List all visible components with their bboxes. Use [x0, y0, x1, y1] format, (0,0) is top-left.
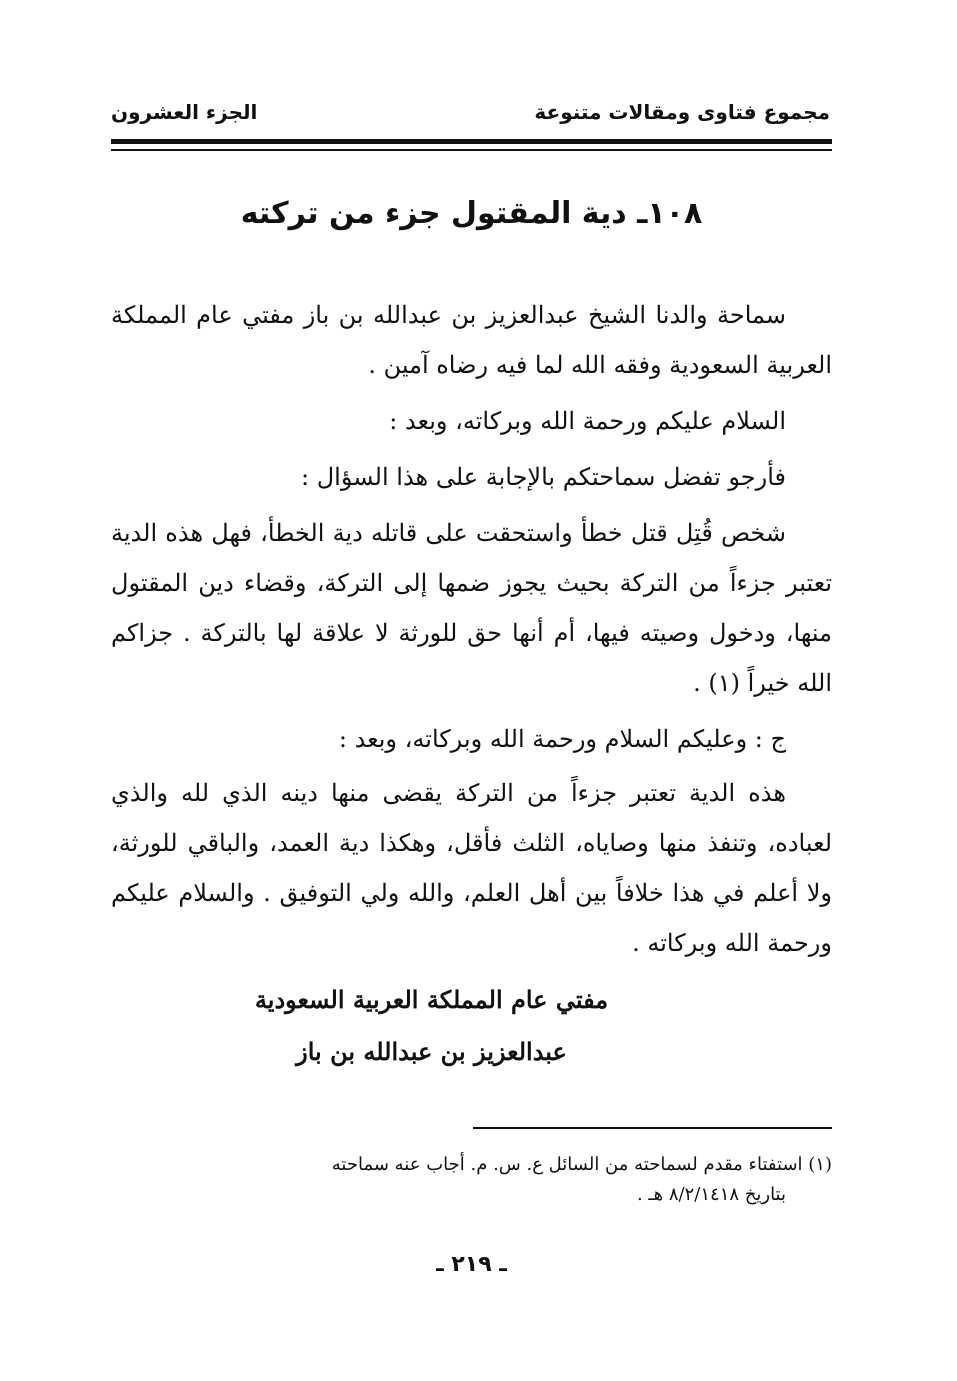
page-number: ـ ٢١٩ ـ: [436, 1252, 507, 1277]
header-rule-thin: [111, 149, 832, 151]
paragraph-salutation: سماحة والدنا الشيخ عبدالعزيز بن عبدالله بن باز مفتي عام المملكة العربية السعودية وفقه الله لما فيه رضاه آمين .: [111, 301, 832, 379]
running-header-volume: الجزء العشرون: [111, 100, 258, 124]
footnote-line-2: بتاريخ ٨/٢/١٤١٨ هـ .: [636, 1184, 786, 1205]
footnote: [111, 1150, 832, 1210]
paragraph-question: شخص قُتِل قتل خطأ واستحقت على قاتله دية الخطأ، فهل هذه الدية تعتبر جزءاً من التركة بحيث يجوز ضمها إلى التركة، وقضاء دين المقتول منها، ودخول وصيته فيها، أم أنها حق للورثة لا علاقة لها بالتركة . جزاكم الله خيراً (١) .: [111, 519, 832, 697]
signature-name: عبدالعزيز بن عبدالله بن باز: [296, 1037, 567, 1066]
running-header-book-title: مجموع فتاوى ومقالات متنوعة: [534, 100, 830, 124]
paragraph-answer-greeting: ج : وعليكم السلام ورحمة الله وبركاته، وبعد :: [338, 725, 786, 753]
paragraph-request: فأرجو تفضل سماحتكم بالإجابة على هذا السؤال :: [301, 463, 786, 491]
signature-title: مفتي عام المملكة العربية السعودية: [254, 985, 609, 1014]
article-title: ١٠٨ـ دية المقتول جزء من تركته: [240, 196, 703, 231]
article-body: [111, 290, 832, 1078]
paragraph-answer: هذه الدية تعتبر جزءاً من التركة يقضى منها دينه الذي لله والذي لعباده، وتنفذ منها وصاياه، الثلث فأقل، وهكذا دية العمد، والباقي للورثة، ولا أعلم في هذا خلافاً بين أهل العلم، والله ولي التوفيق . والسلام عليكم ورحمة الله وبركاته .: [111, 779, 833, 957]
footnote-line-1: (١) استفتاء مقدم لسماحته من السائل ع. س. م. أجاب عنه سماحته: [331, 1154, 832, 1175]
footnote-rule: [473, 1127, 832, 1129]
paragraph-greeting: السلام عليكم ورحمة الله وبركاته، وبعد :: [389, 407, 786, 435]
header-rule-thick: [111, 139, 832, 144]
